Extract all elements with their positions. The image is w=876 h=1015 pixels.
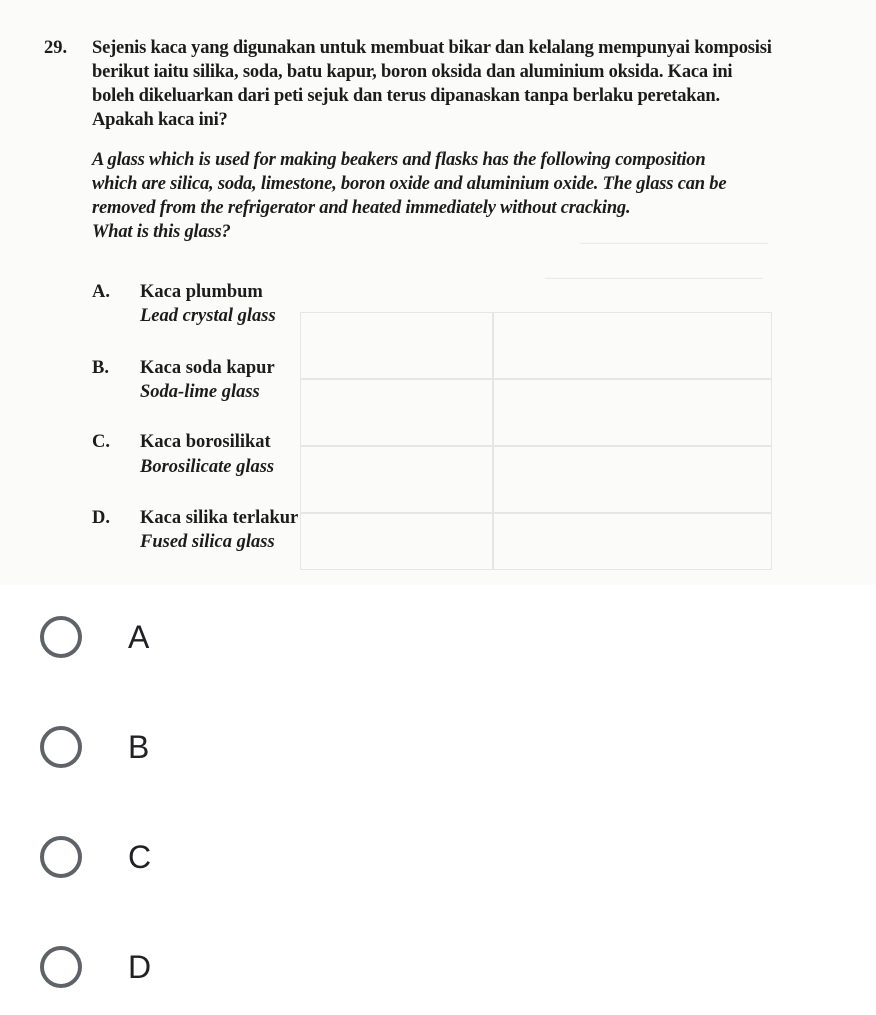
answer-label: A [128, 618, 150, 655]
answer-label: C [128, 838, 152, 875]
option-b-malay: Kaca soda kapur [140, 358, 275, 378]
question-number: 29. [44, 38, 68, 58]
radio-button-icon[interactable] [40, 836, 82, 878]
option-c-english: Borosilicate glass [140, 457, 275, 477]
question-stem-malay [92, 36, 862, 132]
option-b-english: Soda-lime glass [140, 382, 260, 402]
show-through-table-row [300, 378, 772, 380]
option-d-english: Fused silica glass [140, 532, 275, 552]
show-through-table-row [300, 512, 772, 514]
option-b-letter: B. [92, 358, 109, 378]
answer-label: D [128, 948, 152, 985]
stem-line: removed from the refrigerator and heated immediately without cracking. [92, 198, 631, 218]
radio-button-icon[interactable] [40, 616, 82, 658]
stem-line: Apakah kaca ini? [92, 110, 228, 130]
option-c-letter: C. [92, 432, 110, 452]
stem-line: which are silica, soda, limestone, boron oxide and aluminium oxide. The glass can be [92, 174, 727, 194]
option-d-malay: Kaca silika terlakur [140, 508, 299, 528]
radio-button-icon[interactable] [40, 946, 82, 988]
stem-line: What is this glass? [92, 222, 231, 242]
stem-line: berikut iaitu silika, soda, batu kapur, boron oksida dan aluminium oksida. Kaca ini [92, 62, 733, 82]
answer-choice-d[interactable] [40, 939, 440, 995]
option-a-malay: Kaca plumbum [140, 282, 263, 302]
stem-line: boleh dikeluarkan dari peti sejuk dan terus dipanaskan tanpa berlaku peretakan. [92, 86, 720, 106]
answer-choice-c[interactable] [40, 829, 440, 885]
option-a-english: Lead crystal glass [140, 306, 276, 326]
show-through-table-divider [492, 312, 494, 570]
radio-button-icon[interactable] [40, 726, 82, 768]
option-c-malay: Kaca borosilikat [140, 432, 271, 452]
show-through-table [300, 312, 772, 570]
show-through-text: _____________________________ [545, 265, 763, 281]
show-through-text: _________________________ [580, 230, 768, 246]
stem-line: A glass which is used for making beakers and flasks has the following composition [92, 150, 706, 170]
stem-line: Sejenis kaca yang digunakan untuk membuat bikar dan kelalang mempunyai komposisi [92, 38, 772, 58]
answer-choice-b[interactable] [40, 719, 440, 775]
option-a-letter: A. [92, 282, 110, 302]
question-stem-english [92, 148, 862, 244]
answer-choice-a[interactable] [40, 609, 440, 665]
show-through-table-row [300, 445, 772, 447]
answer-label: B [128, 728, 150, 765]
option-d-letter: D. [92, 508, 110, 528]
